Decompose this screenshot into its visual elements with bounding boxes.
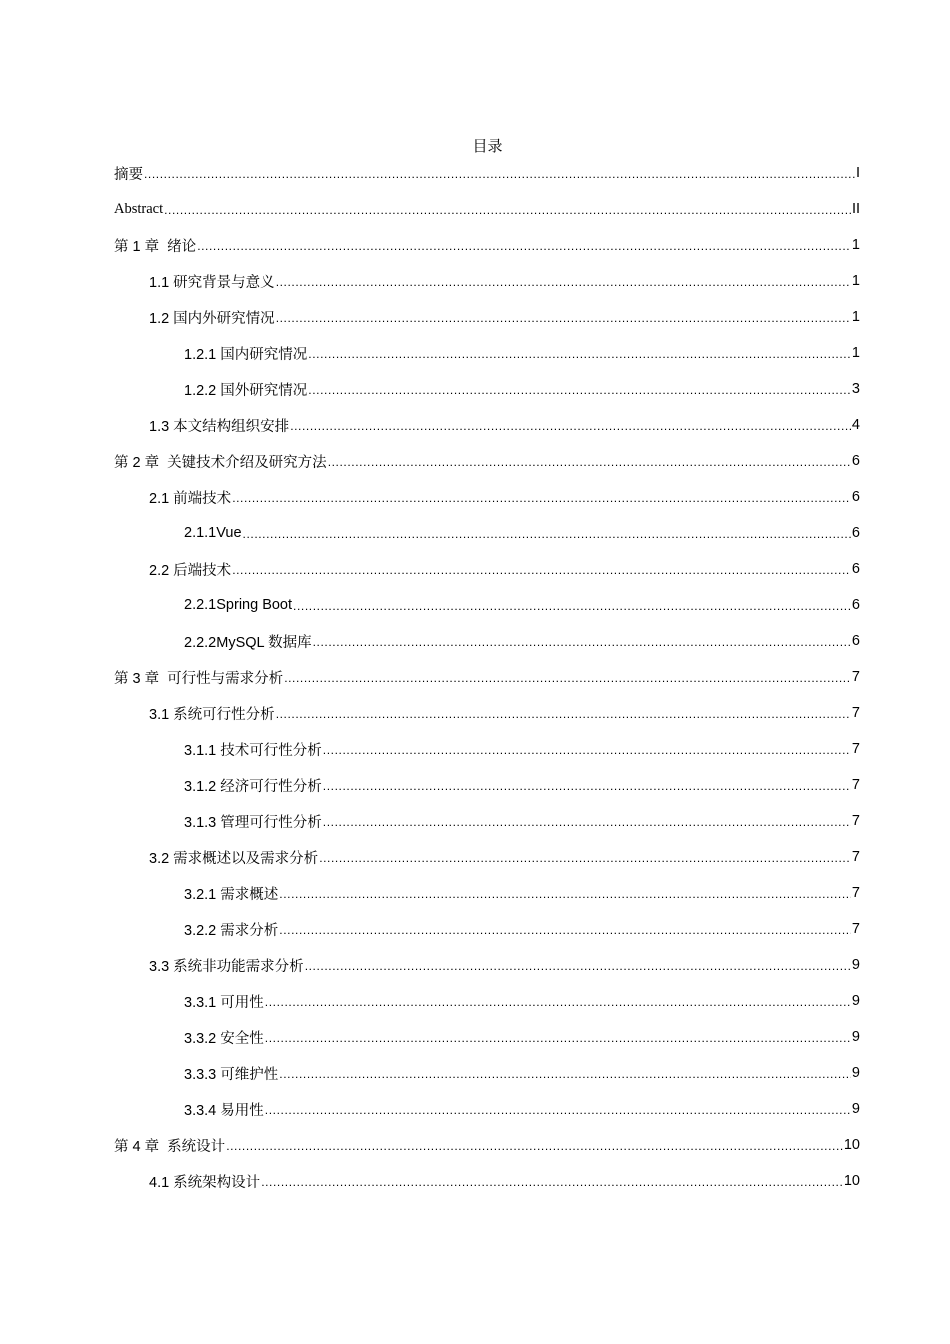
- dot-leader: [276, 311, 851, 325]
- page-title: 目录: [472, 139, 503, 155]
- toc-entry-label: 1.2.1 国内研究情况: [184, 346, 308, 363]
- dot-leader: [290, 419, 851, 433]
- toc-entry-label: 第 2 章 关键技术介绍及研究方法: [114, 454, 327, 471]
- toc-entry[interactable]: [114, 443, 860, 479]
- toc-entry[interactable]: [114, 983, 860, 1019]
- toc-entry-label: 3.1.2 经济可行性分析: [184, 778, 322, 795]
- toc-page-number: 9: [851, 1065, 860, 1081]
- toc-page-number: 9: [851, 957, 860, 973]
- toc-page-number: 6: [851, 561, 860, 577]
- dot-leader: [305, 959, 851, 973]
- toc-entry-label: 3.3.3 可维护性: [184, 1066, 279, 1083]
- toc-entry[interactable]: [114, 875, 860, 911]
- toc-entry[interactable]: [114, 803, 860, 839]
- toc-entry[interactable]: [114, 767, 860, 803]
- toc-entry[interactable]: [114, 695, 860, 731]
- dot-leader: [293, 599, 851, 613]
- toc-page-number: 1: [851, 309, 860, 325]
- toc-entry[interactable]: [114, 1163, 860, 1199]
- toc-page-number: 7: [851, 849, 860, 865]
- toc-entry[interactable]: [114, 911, 860, 947]
- toc-entry-label: 3.2.1 需求概述: [184, 886, 279, 903]
- toc-entry-label: 第 1 章 绪论: [114, 238, 197, 255]
- dot-leader: [313, 635, 851, 649]
- toc-page-number: 6: [851, 525, 860, 541]
- toc-entry-label: 3.1 系统可行性分析: [149, 706, 275, 723]
- toc-entry[interactable]: [114, 1091, 860, 1127]
- toc-page-number: 10: [843, 1137, 860, 1153]
- toc-page-number: 7: [851, 741, 860, 757]
- toc-page-number: 7: [851, 813, 860, 829]
- toc-entry[interactable]: [114, 1055, 860, 1091]
- toc-entry-label: 3.3.1 可用性: [184, 994, 264, 1011]
- toc-page-number: 6: [851, 597, 860, 613]
- toc-page-number: 4: [851, 417, 860, 433]
- toc-entry-label: 1.2 国内外研究情况: [149, 310, 275, 327]
- toc-entry[interactable]: [114, 227, 860, 263]
- toc-entry[interactable]: [114, 839, 860, 875]
- toc-entry[interactable]: [114, 551, 860, 587]
- toc-entry-label: 3.3 系统非功能需求分析: [149, 958, 304, 975]
- toc-entry-label: 1.3 本文结构组织安排: [149, 418, 290, 435]
- toc-entry-label: 2.2.2MySQL 数据库: [184, 634, 312, 651]
- toc-entry-label: 1.1 研究背景与意义: [149, 274, 275, 291]
- dot-leader: [243, 527, 851, 541]
- dot-leader: [144, 167, 855, 181]
- dot-leader: [265, 995, 851, 1009]
- toc-page-number: 9: [851, 1029, 860, 1045]
- dot-leader: [261, 1175, 843, 1189]
- toc-page-number: 6: [851, 633, 860, 649]
- toc-page-number: 6: [851, 453, 860, 469]
- toc-entry-label: 2.1.1Vue: [184, 525, 242, 541]
- toc-entry-label: 3.3.2 安全性: [184, 1030, 264, 1047]
- dot-leader: [279, 923, 851, 937]
- toc-entry-label: 3.2 需求概述以及需求分析: [149, 850, 319, 867]
- toc-entry-label: 2.2.1Spring Boot: [184, 597, 293, 613]
- dot-leader: [279, 887, 851, 901]
- toc-page-number: I: [855, 165, 860, 181]
- toc-entry[interactable]: [114, 407, 860, 443]
- toc-entry[interactable]: [114, 623, 860, 659]
- toc-entry-label: Abstract: [114, 200, 164, 217]
- toc-entry-label: 摘要: [114, 166, 143, 183]
- toc-entry-label: 2.1 前端技术: [149, 490, 232, 507]
- toc-page-number: 7: [851, 921, 860, 937]
- dot-leader: [226, 1139, 843, 1153]
- toc-entry[interactable]: [114, 371, 860, 407]
- toc-page-number: II: [851, 201, 860, 217]
- dot-leader: [319, 851, 851, 865]
- dot-leader: [323, 743, 851, 757]
- table-of-contents: [114, 155, 860, 1199]
- dot-leader: [265, 1031, 851, 1045]
- toc-entry-label: 1.2.2 国外研究情况: [184, 382, 308, 399]
- toc-entry[interactable]: [114, 335, 860, 371]
- toc-entry-label: 3.2.2 需求分析: [184, 922, 279, 939]
- toc-page-number: 7: [851, 705, 860, 721]
- dot-leader: [279, 1067, 851, 1081]
- dot-leader: [308, 347, 851, 361]
- toc-entry-label: 3.1.3 管理可行性分析: [184, 814, 322, 831]
- dot-leader: [276, 275, 851, 289]
- toc-entry-label: 2.2 后端技术: [149, 562, 232, 579]
- toc-entry[interactable]: [114, 1019, 860, 1055]
- dot-leader: [164, 203, 851, 217]
- toc-entry-label: 第 3 章 可行性与需求分析: [114, 670, 284, 687]
- toc-entry[interactable]: [114, 947, 860, 983]
- toc-page-number: 1: [851, 345, 860, 361]
- dot-leader: [197, 239, 851, 253]
- toc-entry[interactable]: [114, 515, 860, 551]
- dot-leader: [323, 815, 851, 829]
- toc-entry[interactable]: [114, 1127, 860, 1163]
- toc-page-number: 1: [851, 273, 860, 289]
- dot-leader: [232, 491, 851, 505]
- toc-page-number: 3: [851, 381, 860, 397]
- dot-leader: [284, 671, 851, 685]
- toc-page-number: 10: [843, 1173, 860, 1189]
- toc-entry-label: 3.3.4 易用性: [184, 1102, 264, 1119]
- dot-leader: [328, 455, 851, 469]
- toc-page-number: 6: [851, 489, 860, 505]
- toc-entry[interactable]: [114, 659, 860, 695]
- dot-leader: [232, 563, 851, 577]
- toc-page-number: 7: [851, 777, 860, 793]
- toc-entry-label: 4.1 系统架构设计: [149, 1174, 261, 1191]
- toc-entry[interactable]: [114, 263, 860, 299]
- toc-entry-label: 3.1.1 技术可行性分析: [184, 742, 322, 759]
- toc-entry[interactable]: [114, 479, 860, 515]
- dot-leader: [276, 707, 851, 721]
- dot-leader: [308, 383, 851, 397]
- toc-page-number: 1: [851, 237, 860, 253]
- dot-leader: [265, 1103, 851, 1117]
- dot-leader: [323, 779, 851, 793]
- toc-page-number: 9: [851, 1101, 860, 1117]
- toc-page-number: 9: [851, 993, 860, 1009]
- toc-page-number: 7: [851, 669, 860, 685]
- toc-entry[interactable]: [114, 191, 860, 227]
- toc-entry[interactable]: [114, 587, 860, 623]
- toc-page-number: 7: [851, 885, 860, 901]
- toc-entry[interactable]: [114, 731, 860, 767]
- toc-entry-label: 第 4 章 系统设计: [114, 1138, 226, 1155]
- toc-entry[interactable]: [114, 299, 860, 335]
- toc-entry[interactable]: [114, 155, 860, 191]
